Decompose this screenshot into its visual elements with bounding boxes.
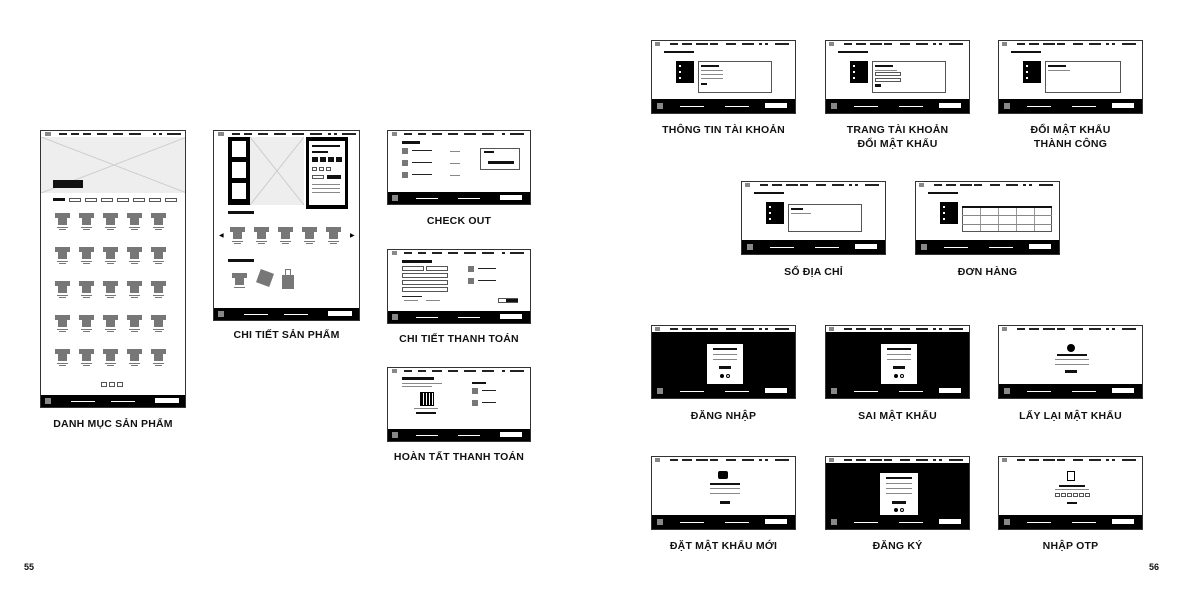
footer bbox=[999, 384, 1142, 398]
product-info-panel bbox=[306, 137, 348, 209]
tshirt-icon bbox=[151, 279, 166, 297]
nav-bar bbox=[388, 368, 530, 374]
wireframe-change-password bbox=[825, 40, 970, 114]
nav-bar bbox=[652, 41, 795, 47]
footer bbox=[652, 384, 795, 398]
caption-doi-mk-thanh-cong: ĐỔI MẬT KHẨU THÀNH CÔNG bbox=[1030, 124, 1111, 150]
caption-danh-muc: DANH MỤC SẢN PHẨM bbox=[53, 418, 173, 430]
tshirt-icon bbox=[127, 313, 142, 331]
tshirt-icon bbox=[79, 211, 94, 229]
footer bbox=[999, 99, 1142, 113]
section-title-bar bbox=[228, 211, 254, 214]
tshirt-icon bbox=[127, 347, 142, 365]
footer bbox=[826, 515, 969, 529]
arrow-left-icon: ◀ bbox=[219, 233, 224, 239]
wireframe-register bbox=[825, 456, 970, 530]
caption-lay-lai-mk: LẤY LẠI MẬT KHẨU bbox=[1019, 410, 1122, 422]
footer bbox=[826, 384, 969, 398]
footer bbox=[41, 395, 185, 407]
tshirt-icon bbox=[127, 211, 142, 229]
nav-bar bbox=[916, 182, 1059, 188]
tshirt-icon bbox=[151, 211, 166, 229]
tshirt-icon bbox=[55, 211, 70, 229]
tshirt-icon bbox=[103, 211, 118, 229]
tshirt-icon bbox=[127, 279, 142, 297]
wireframe-checkout bbox=[387, 130, 531, 205]
qr-code-icon bbox=[420, 392, 434, 406]
tshirt-icon bbox=[79, 347, 94, 365]
caption-chi-tiet-sp: CHI TIẾT SẢN PHẨM bbox=[233, 329, 340, 341]
tshirt-icon bbox=[326, 225, 341, 243]
caption-dang-ky: ĐĂNG KÝ bbox=[872, 540, 923, 552]
wireframe-product-category bbox=[40, 130, 186, 408]
nav-bar bbox=[742, 182, 885, 188]
tshirt-icon bbox=[254, 225, 269, 243]
nav-bar bbox=[999, 457, 1142, 463]
footer bbox=[652, 99, 795, 113]
footer bbox=[652, 515, 795, 529]
wireframe-payment-complete bbox=[387, 367, 531, 442]
wireframe-otp bbox=[998, 456, 1143, 530]
caption-dang-nhap: ĐĂNG NHẬP bbox=[690, 410, 757, 422]
section-title-bar bbox=[228, 259, 254, 262]
wireframe-account-info bbox=[651, 40, 796, 114]
nav-bar bbox=[388, 250, 530, 256]
wireframe-change-password-success bbox=[998, 40, 1143, 114]
tshirt-icon bbox=[103, 245, 118, 263]
tshirt-icon bbox=[151, 313, 166, 331]
main-image-placeholder bbox=[250, 137, 304, 205]
tshirt-icon bbox=[151, 347, 166, 365]
tshirt-icon bbox=[151, 245, 166, 263]
wireframe-wrong-password bbox=[825, 325, 970, 399]
tshirt-icon bbox=[79, 279, 94, 297]
nav-bar bbox=[826, 41, 969, 47]
footer bbox=[214, 308, 359, 320]
caption-dat-mk-moi: ĐẶT MẬT KHẨU MỚI bbox=[669, 540, 778, 552]
tshirt-icon bbox=[127, 245, 142, 263]
tshirt-icon bbox=[278, 225, 293, 243]
thumbnail-column bbox=[228, 137, 250, 205]
caption-sai-mk: SAI MẬT KHẨU bbox=[858, 410, 937, 422]
footer bbox=[916, 240, 1059, 254]
footer bbox=[826, 99, 969, 113]
footer bbox=[742, 240, 885, 254]
footer bbox=[388, 192, 530, 204]
tshirt-icon bbox=[55, 279, 70, 297]
caption-thong-tin-tk: THÔNG TIN TÀI KHOẢN bbox=[662, 124, 785, 136]
wireframe-recover-password bbox=[998, 325, 1143, 399]
tshirt-icon bbox=[55, 347, 70, 365]
caption-trang-tk-doi-mk: TRANG TÀI KHOẢN ĐỔI MẬT KHẨU bbox=[846, 124, 949, 150]
arrow-right-icon: ▶ bbox=[350, 233, 355, 239]
tshirt-icon bbox=[55, 245, 70, 263]
footer bbox=[388, 429, 530, 441]
caption-so-dia-chi: SỔ ĐỊA CHỈ bbox=[784, 266, 843, 278]
nav-bar bbox=[652, 457, 795, 463]
nav-bar bbox=[999, 41, 1142, 47]
wireframe-address-book bbox=[741, 181, 886, 255]
wireframe-product-detail bbox=[213, 130, 360, 321]
footer bbox=[388, 311, 530, 323]
nav-bar bbox=[388, 131, 530, 137]
caption-nhap-otp: NHẬP OTP bbox=[1042, 540, 1099, 552]
wireframe-payment-detail bbox=[387, 249, 531, 324]
tshirt-icon bbox=[103, 279, 118, 297]
caption-don-hang: ĐƠN HÀNG bbox=[957, 266, 1018, 278]
tshirt-icon bbox=[103, 313, 118, 331]
page-number-right: 56 bbox=[1149, 562, 1160, 572]
tshirt-icon bbox=[230, 225, 245, 243]
wireframe-new-password bbox=[651, 456, 796, 530]
tshirt-icon bbox=[302, 225, 317, 243]
caption-hoan-tat-tt: HOÀN TẤT THANH TOÁN bbox=[393, 451, 525, 463]
hero-image-placeholder bbox=[41, 137, 185, 193]
nav-bar bbox=[999, 326, 1142, 332]
tshirt-icon bbox=[79, 245, 94, 263]
tshirt-icon bbox=[79, 313, 94, 331]
caption-chi-tiet-tt: CHI TIẾT THANH TOÁN bbox=[399, 333, 519, 345]
footer bbox=[999, 515, 1142, 529]
tshirt-icon bbox=[55, 313, 70, 331]
tshirt-icon bbox=[103, 347, 118, 365]
page-number-left: 55 bbox=[24, 562, 35, 572]
wireframe-login bbox=[651, 325, 796, 399]
wireframe-orders bbox=[915, 181, 1060, 255]
caption-check-out: CHECK OUT bbox=[426, 215, 492, 227]
